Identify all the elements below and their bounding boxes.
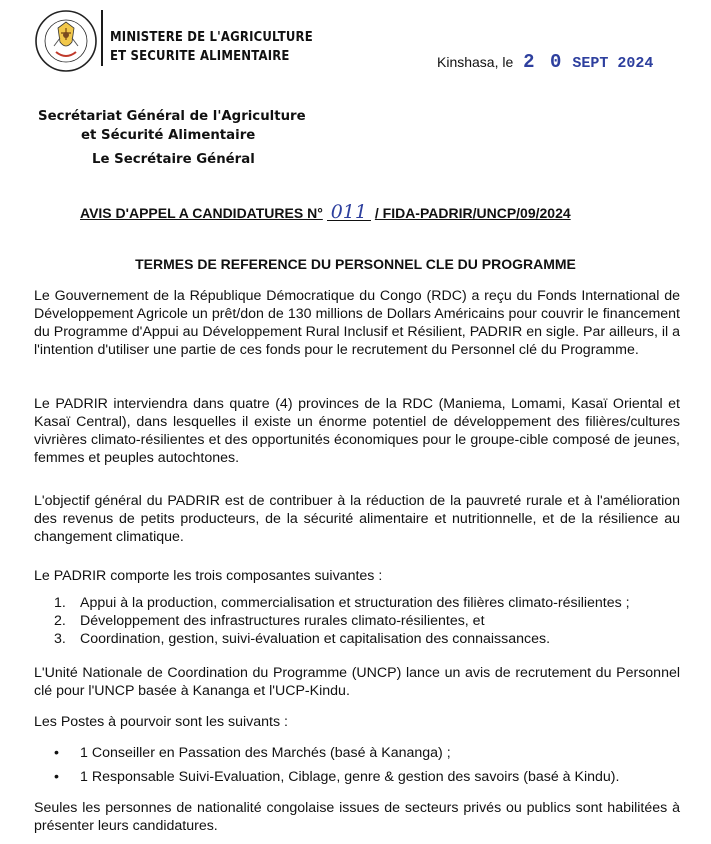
bullet-icon: •: [54, 745, 59, 761]
paragraph-components-intro: Le PADRIR comporte les trois composantes suivantes :: [34, 568, 383, 584]
secretariat-line-2: et Sécurité Alimentaire: [81, 128, 256, 143]
list-item: 1. Appui à la production, commercialisation et structuration des filières climato-résilientes ;: [54, 595, 630, 611]
notice-number: 011: [327, 205, 371, 221]
date-line: [437, 51, 653, 73]
secretariat-line-1: Secrétariat Général de l'Agriculture: [38, 109, 306, 124]
paragraph-objective: L'objectif général du PADRIR est de contribuer à la réduction de la pauvreté rurale et à l'amélioration des revenus de petits producteurs, de la sécurité alimentaire et nutritionnelle, et de la résilience au changement climatique.: [34, 493, 680, 545]
coat-of-arms-seal: [34, 8, 98, 82]
date-day: 2 0: [523, 51, 564, 73]
notice-prefix: AVIS D'APPEL A CANDIDATURES N°: [80, 205, 323, 221]
notice-title: [80, 201, 571, 223]
list-item: 3. Coordination, gestion, suivi-évaluation et capitalisation des connaissances.: [54, 631, 551, 647]
paragraph-positions-intro: Les Postes à pourvoir sont les suivants :: [34, 714, 288, 730]
bullet-icon: •: [54, 769, 59, 785]
header-divider: [101, 10, 103, 66]
signatory-title: Le Secrétaire Général: [92, 152, 255, 167]
date-stamp: [517, 51, 654, 73]
ministry-line-2: ET SECURITE ALIMENTAIRE: [110, 48, 290, 64]
date-month-year: SEPT 2024: [572, 55, 654, 72]
ministry-name: [110, 28, 313, 66]
positions-list: [54, 741, 619, 789]
secretariat-block: [38, 107, 306, 145]
terms-title: TERMES DE REFERENCE DU PERSONNEL CLE DU PROGRAMME: [135, 256, 576, 272]
date-prefix: Kinshasa, le: [437, 54, 514, 70]
paragraph-provinces: Le PADRIR interviendra dans quatre (4) provinces de la RDC (Maniema, Lomami, Kasaï Oriental et Kasaï Central), dans lesquelles il existe un énorme potentiel de développement des filières/cultures vivrières climato-résilientes et des opportunités économiques pour le groupe-cible composé de jeunes, femmes et peuples autochtones.: [34, 396, 680, 466]
paragraph-eligibility: Seules les personnes de nationalité congolaise issues de secteurs privés ou publics sont habilitées à présenter leurs candidatures.: [34, 800, 680, 834]
list-item: • 1 Responsable Suivi-Evaluation, Ciblage, genre & gestion des savoirs (basé à Kindu).: [54, 765, 619, 789]
paragraph-recruitment: L'Unité Nationale de Coordination du Programme (UNCP) lance un avis de recrutement du Personnel clé pour l'UNCP basée à Kananga et l'UCP-Kindu.: [34, 665, 680, 699]
paragraph-funding: Le Gouvernement de la République Démocratique du Congo (RDC) a reçu du Fonds International de Développement Agricole un prêt/don de 130 millions de Dollars Américains pour couvrir le financement du Programme d'Appui au Développement Rural Inclusif et Résilient, PADRIR en sigle. Par ailleurs, il a l'intention d'utiliser une partie de ces fonds pour le recrutement du Personnel clé du Programme.: [34, 288, 680, 358]
seal-icon: [34, 8, 98, 82]
list-item: 2. Développement des infrastructures rurales climato-résilientes, et: [54, 613, 485, 629]
notice-suffix: / FIDA-PADRIR/UNCP/09/2024: [374, 205, 571, 221]
components-list: [54, 594, 630, 648]
ministry-line-1: MINISTERE DE L'AGRICULTURE: [110, 29, 313, 45]
list-item: • 1 Conseiller en Passation des Marchés (basé à Kananga) ;: [54, 741, 619, 765]
